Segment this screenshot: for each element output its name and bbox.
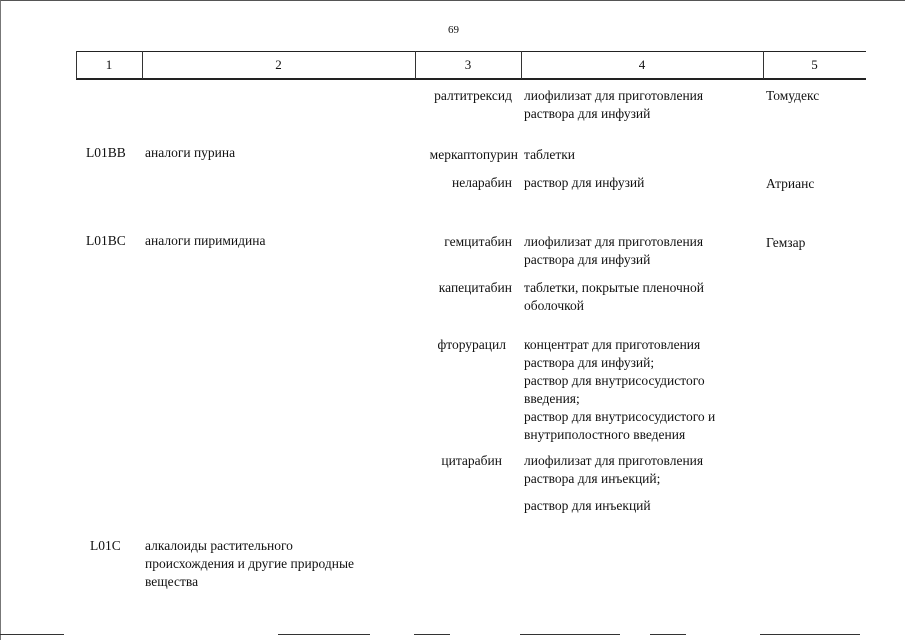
atc-code-cell: L01BC: [86, 233, 126, 248]
header-bottom-rule: [76, 78, 866, 80]
dosage-form-line: лиофилизат для приготовления: [524, 453, 704, 468]
group-name-line: алкалоиды растительного: [145, 538, 293, 553]
dosage-form-line: раствор для внутрисосудистого и: [524, 409, 716, 424]
group-name-cell: аналоги пиримидина: [145, 233, 266, 248]
dosage-form-line: таблетки: [524, 147, 576, 162]
dosage-form-cell: [524, 174, 644, 192]
inn-cell: цитарабин: [441, 453, 502, 468]
inn-cell: гемцитабин: [444, 234, 512, 249]
scan-mark: [0, 634, 64, 635]
dosage-form-line: лиофилизат для приготовления: [524, 234, 704, 249]
dosage-form-cell: [524, 497, 651, 515]
dosage-form-line: концентрат для приготовления: [524, 337, 701, 352]
dosage-form-line: раствор для инъекций: [524, 498, 651, 513]
group-name-cell: аналоги пурина: [145, 145, 236, 160]
inn-cell: ралтитрексид: [434, 88, 512, 103]
dosage-form-line: раствора для инфузий: [524, 252, 651, 267]
dosage-form-cell: [524, 233, 703, 269]
dosage-form-line: введения;: [524, 391, 580, 406]
dosage-form-cell: [524, 279, 704, 315]
scan-mark: [650, 634, 686, 635]
atc-code-cell: L01BB: [86, 145, 126, 160]
inn-cell: неларабин: [451, 175, 512, 190]
dosage-form-line: раствор для инфузий: [524, 175, 645, 190]
scan-mark: [278, 634, 370, 635]
atc-code-cell: L01C: [90, 538, 121, 553]
inn-cell: капецитабин: [438, 280, 512, 295]
trade-name-cell: Гемзар: [766, 235, 806, 250]
inn-cell: меркаптопурин: [429, 147, 518, 162]
inn-cell: фторурацил: [437, 337, 506, 352]
dosage-form-line: таблетки, покрытые пленочной: [524, 280, 705, 295]
dosage-form-line: раствора для инфузий;: [524, 355, 655, 370]
header-col-1: 1: [105, 57, 113, 72]
dosage-form-cell: [524, 336, 715, 444]
dosage-form-line: оболочкой: [524, 298, 584, 313]
dosage-form-cell: [524, 146, 575, 164]
scan-mark: [520, 634, 620, 635]
header-top-rule: [76, 51, 866, 52]
dosage-form-line: раствора для инфузий: [524, 106, 651, 121]
scan-mark: [760, 634, 860, 635]
dosage-form-cell: [524, 87, 703, 123]
header-col-5: 5: [811, 57, 818, 72]
table-header-row: [76, 51, 866, 79]
group-name-cell: [145, 537, 354, 591]
dosage-form-line: внутриполостного введения: [524, 427, 686, 442]
trade-name-cell: Томудекс: [766, 88, 820, 103]
group-name-line: происхождения и другие природные: [145, 556, 355, 571]
dosage-form-line: раствор для внутрисосудистого: [524, 373, 705, 388]
header-col-2: 2: [275, 57, 282, 72]
page-number: 69: [448, 24, 459, 36]
dosage-form-line: раствора для инъекций;: [524, 471, 661, 486]
header-col-4: 4: [638, 57, 646, 72]
trade-name-cell: Атрианс: [766, 176, 815, 191]
dosage-form-cell: [524, 452, 703, 488]
group-name-line: вещества: [145, 574, 199, 589]
scan-mark: [414, 634, 450, 635]
dosage-form-line: лиофилизат для приготовления: [524, 88, 704, 103]
header-col-3: 3: [464, 57, 472, 72]
